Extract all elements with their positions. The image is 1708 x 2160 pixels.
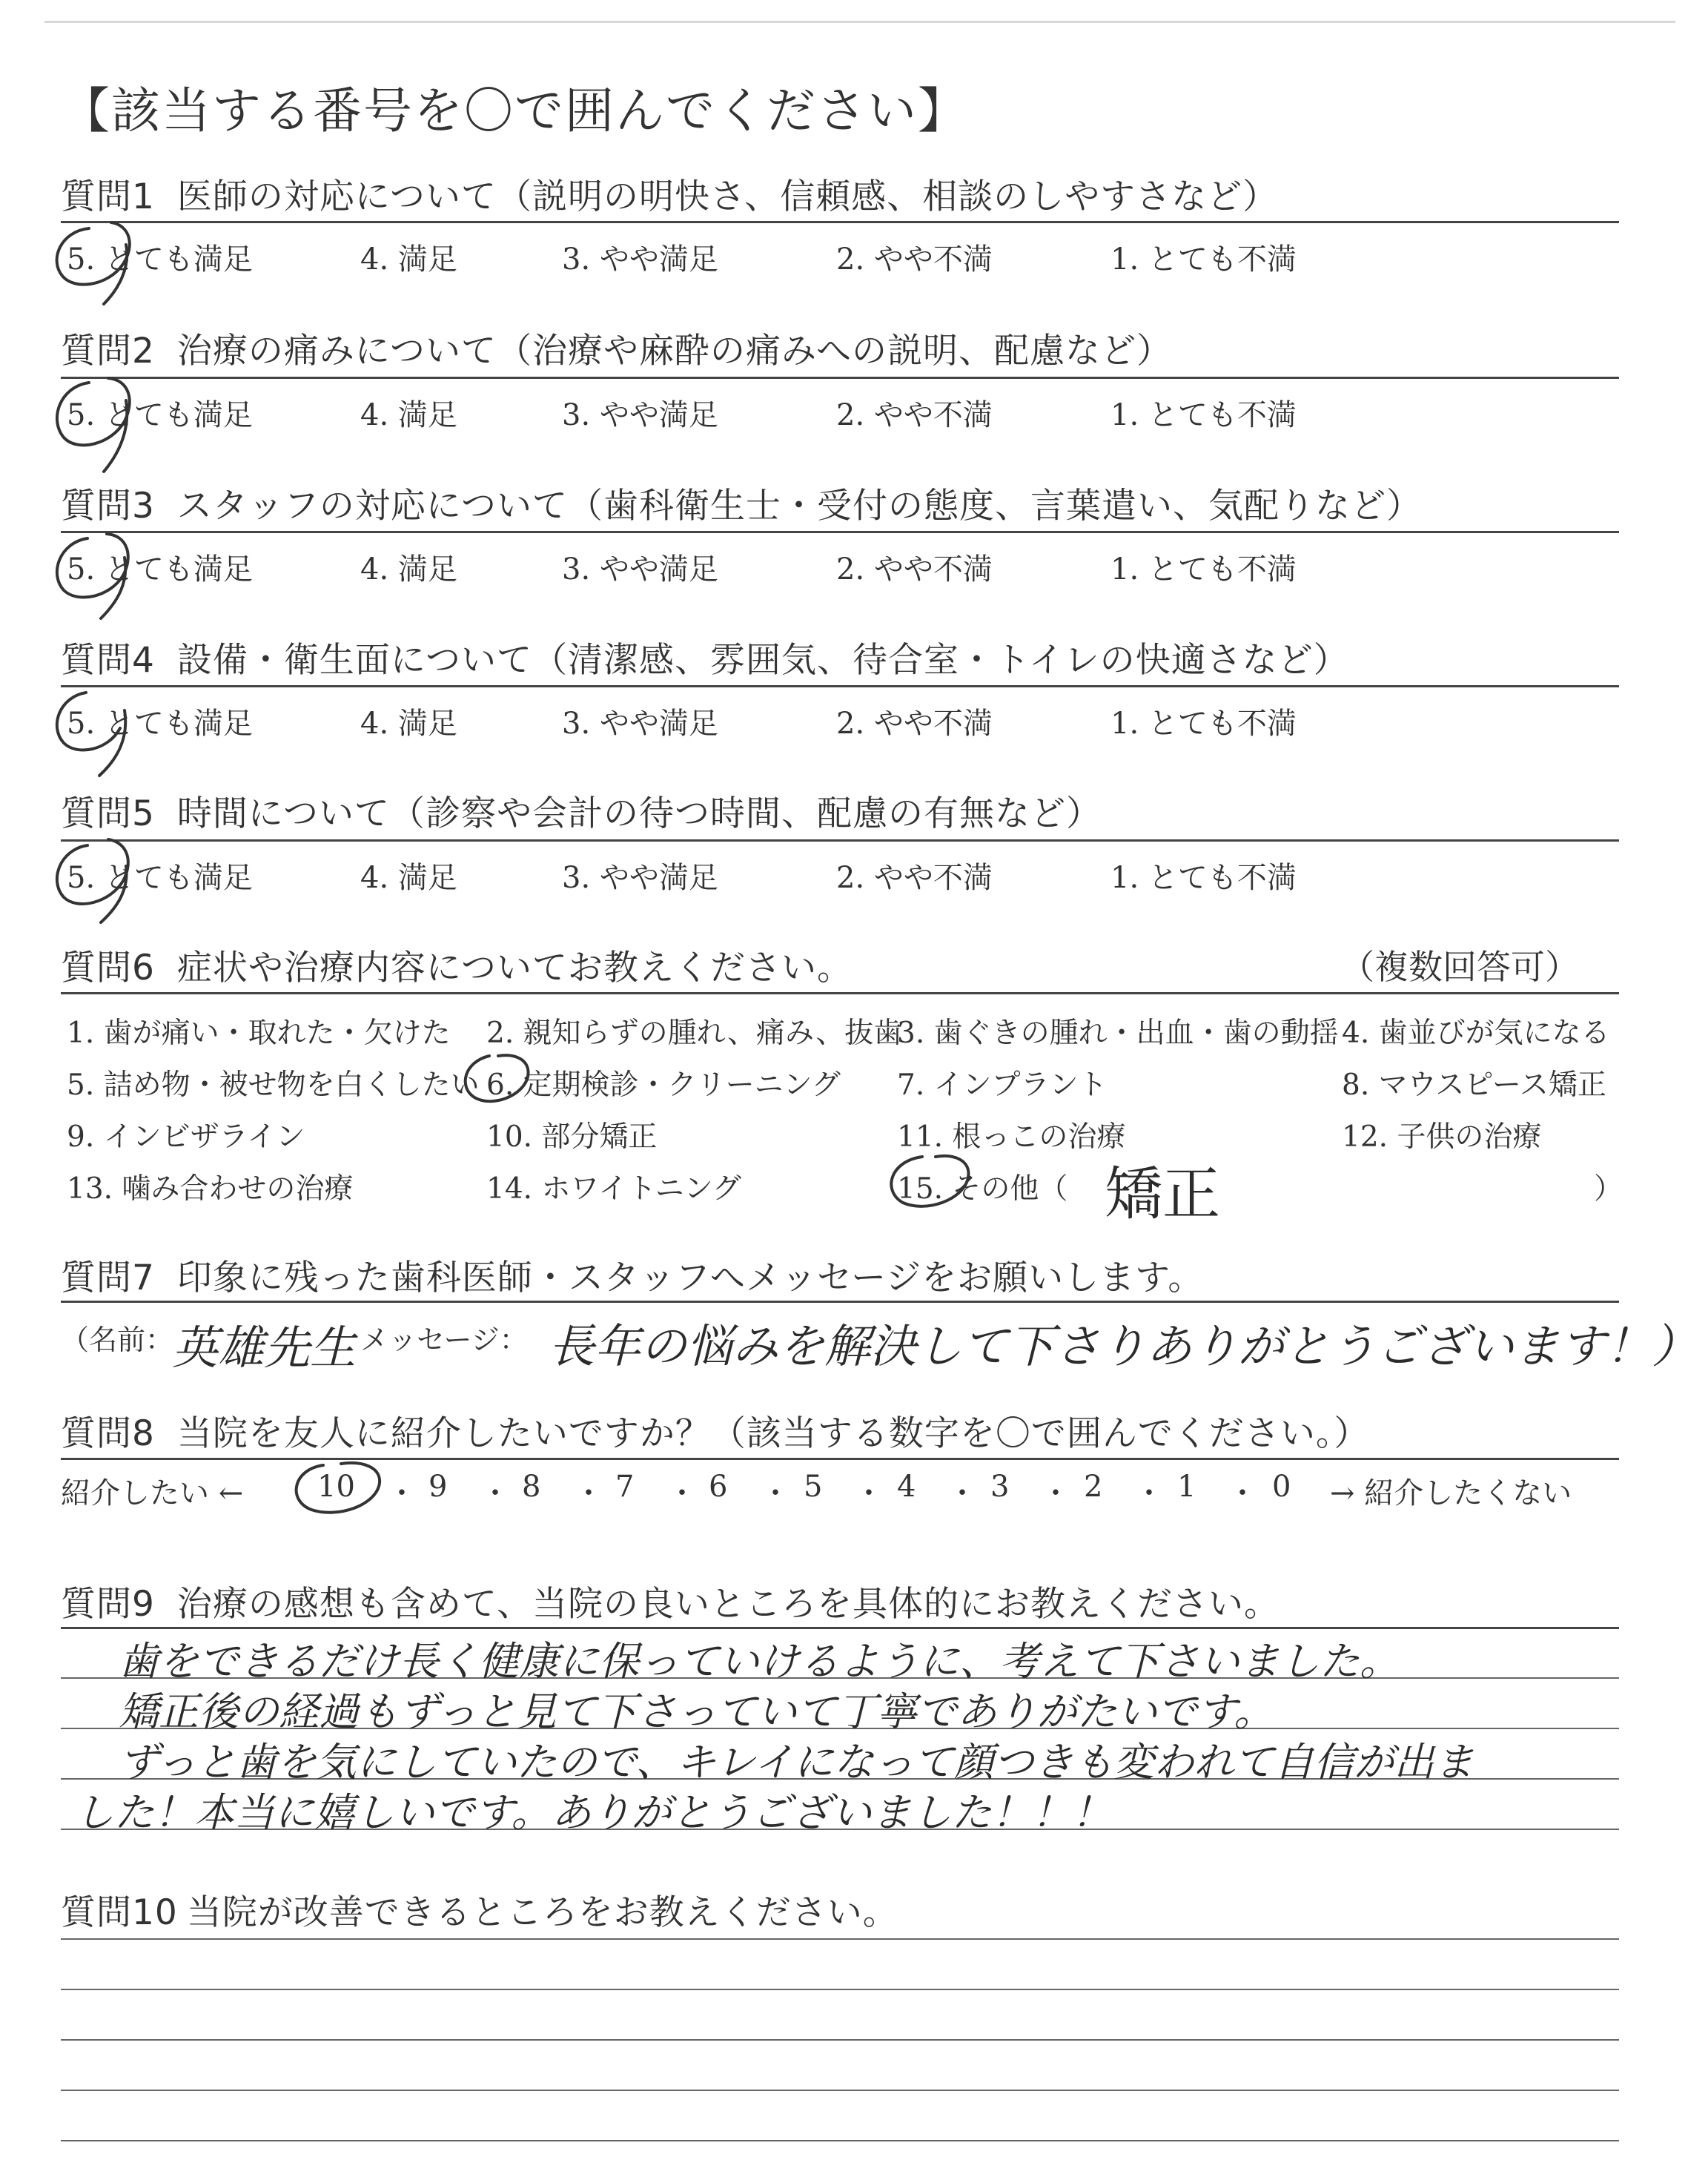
question-5-title — [61, 786, 1102, 836]
q8-scale-6[interactable]: 6 — [709, 1470, 728, 1504]
q6-option-7[interactable]: 7. インプラント — [897, 1069, 1108, 1102]
q6-option-1[interactable]: 1. 歯が痛い・取れた・欠けた — [67, 1017, 451, 1050]
top-edge-line — [44, 21, 1675, 23]
question-10-number: 質問10 — [61, 1892, 178, 1933]
question-10-text: 当院が改善できるところをお教えください。 — [186, 1892, 898, 1933]
q8-dot: ・ — [1041, 1476, 1070, 1510]
q4-option-1[interactable]: 1. とても不満 — [1110, 707, 1297, 741]
question-5-text: 時間について（診察や会計の待つ時間、配慮の有無など） — [176, 793, 1102, 834]
q6-option-15[interactable]: 15. その他（ — [897, 1172, 1068, 1206]
q7-name-label: （名前： — [61, 1324, 174, 1356]
q8-scale-10[interactable]: 10 — [317, 1470, 355, 1504]
q3-option-2[interactable]: 2. やや不満 — [836, 552, 993, 587]
question-3-text: スタッフの対応について（歯科衛生士・受付の態度、言葉遣い、気配りなど） — [176, 486, 1422, 526]
q6-option-10[interactable]: 10. 部分矯正 — [486, 1120, 658, 1154]
question-8-number: 質問8 — [61, 1413, 155, 1454]
q10-answer-line[interactable] — [61, 1989, 1619, 1990]
question-1-rule — [61, 221, 1619, 223]
q2-option-1[interactable]: 1. とても不満 — [1110, 398, 1297, 432]
q6-option-8[interactable]: 8. マウスピース矯正 — [1342, 1069, 1606, 1102]
q5-option-1[interactable]: 1. とても不満 — [1110, 861, 1297, 895]
q9-answer-line-3[interactable]: ずっと歯を気にしていたので、キレイになって顔つきも変われて自信が出ま — [119, 1739, 1474, 1786]
q2-option-5[interactable]: 5. とても満足 — [67, 398, 253, 432]
question-3-rule — [61, 531, 1619, 533]
question-7-text: 印象に残った歯科医師・スタッフへメッセージをお願いします。 — [176, 1258, 1204, 1298]
q4-option-4[interactable]: 4. 満足 — [360, 707, 457, 741]
q8-dot: ・ — [480, 1476, 510, 1510]
q5-option-5[interactable]: 5. とても満足 — [67, 861, 253, 895]
question-9-number: 質問9 — [61, 1584, 155, 1625]
question-2-text: 治療の痛みについて（治療や麻酔の痛みへの説明、配慮など） — [176, 331, 1173, 371]
q7-message-label: メッセージ： — [360, 1324, 528, 1356]
q1-option-1[interactable]: 1. とても不満 — [1110, 242, 1297, 277]
q2-option-2[interactable]: 2. やや不満 — [836, 398, 993, 432]
q8-left-label: 紹介したい ← — [61, 1476, 244, 1510]
q3-option-4[interactable]: 4. 満足 — [360, 552, 457, 587]
q4-option-2[interactable]: 2. やや不満 — [836, 707, 993, 741]
q8-dot: ・ — [1134, 1476, 1164, 1510]
q6-option-9[interactable]: 9. インビザライン — [67, 1120, 305, 1154]
question-4-text: 設備・衛生面について（清潔感、雰囲気、待合室・トイレの快適さなど） — [176, 640, 1349, 681]
question-8-rule — [61, 1458, 1619, 1460]
q8-dot: ・ — [854, 1476, 884, 1510]
q10-answer-line[interactable] — [61, 1938, 1619, 1940]
question-8-title — [61, 1406, 1369, 1456]
q9-answer-line-4[interactable]: した！本当に嬉しいです。ありがとうございました！！！ — [74, 1789, 1112, 1836]
question-7-rule — [61, 1301, 1619, 1303]
q10-answer-line[interactable] — [61, 2090, 1619, 2091]
question-1-text: 医師の対応について（説明の明快さ、信頼感、相談のしやすさなど） — [176, 176, 1279, 217]
q8-scale-3[interactable]: 3 — [990, 1470, 1010, 1504]
q7-name-handwritten[interactable]: 英雄先生 — [172, 1321, 357, 1375]
q8-scale-5[interactable]: 5 — [804, 1470, 823, 1504]
q9-answer-line-2[interactable]: 矯正後の経過もずっと見て下さっていて丁寧でありがたいです。 — [119, 1688, 1274, 1735]
q8-scale-2[interactable]: 2 — [1084, 1470, 1103, 1504]
question-1-number: 質問1 — [61, 176, 155, 217]
q6-option-3[interactable]: 3. 歯ぐきの腫れ・出血・歯の動揺 — [897, 1017, 1339, 1050]
q6-option-13[interactable]: 13. 噛み合わせの治療 — [67, 1172, 354, 1206]
question-3-number: 質問3 — [61, 486, 155, 526]
q6-option-4[interactable]: 4. 歯並びが気になる — [1342, 1017, 1610, 1050]
q9-answer-line-1[interactable]: 歯をできるだけ長く健康に保っていけるように、考えて下さいました。 — [119, 1638, 1400, 1685]
q1-option-2[interactable]: 2. やや不満 — [836, 242, 993, 277]
question-8-text: 当院を友人に紹介したいですか？（該当する数字を〇で囲んでください。） — [176, 1413, 1370, 1454]
question-2-number: 質問2 — [61, 331, 155, 371]
question-5-rule — [61, 839, 1619, 842]
q2-option-4[interactable]: 4. 満足 — [360, 398, 457, 432]
q6-option-6[interactable]: 6. 定期検診・クリーニング — [486, 1069, 841, 1102]
question-2-rule — [61, 377, 1619, 379]
question-6-text: 症状や治療内容についてお教えください。 — [176, 948, 853, 988]
form-header: 【該当する番号を〇で囲んでください】 — [61, 82, 968, 139]
q1-option-5[interactable]: 5. とても満足 — [67, 242, 253, 277]
question-7-number: 質問7 — [61, 1258, 155, 1298]
q8-scale-1[interactable]: 1 — [1177, 1470, 1196, 1504]
q8-dot: ・ — [1228, 1476, 1257, 1510]
question-4-number: 質問4 — [61, 640, 155, 681]
question-6-rule — [61, 992, 1619, 994]
question-6-number: 質問6 — [61, 948, 155, 988]
q8-scale-4[interactable]: 4 — [897, 1470, 916, 1504]
q5-option-2[interactable]: 2. やや不満 — [836, 861, 993, 895]
q8-scale-9[interactable]: 9 — [428, 1470, 448, 1504]
q6-other-close-paren: ） — [1594, 1172, 1623, 1206]
q1-option-4[interactable]: 4. 満足 — [360, 242, 457, 277]
question-4-title — [61, 633, 1349, 682]
q6-option-2[interactable]: 2. 親知らずの腫れ、痛み、抜歯 — [486, 1017, 903, 1050]
q8-dot: ・ — [667, 1476, 697, 1510]
q3-option-1[interactable]: 1. とても不満 — [1110, 552, 1297, 587]
q6-other-handwritten[interactable]: 矯正 — [1105, 1161, 1221, 1228]
q8-dot: ・ — [574, 1476, 603, 1510]
question-3-title — [61, 478, 1422, 528]
question-9-text: 治療の感想も含めて、当院の良いところを具体的にお教えください。 — [176, 1584, 1280, 1625]
q4-option-3[interactable]: 3. やや満足 — [562, 707, 718, 741]
q5-option-4[interactable]: 4. 満足 — [360, 861, 457, 895]
question-9-rule — [61, 1627, 1619, 1629]
question-9-title — [61, 1576, 1280, 1626]
q8-scale-8[interactable]: 8 — [522, 1470, 541, 1504]
q10-answer-line[interactable] — [61, 2140, 1619, 2141]
q6-option-12[interactable]: 12. 子供の治療 — [1342, 1120, 1542, 1154]
q6-option-11[interactable]: 11. 根っこの治療 — [897, 1120, 1126, 1154]
question-10-title — [61, 1885, 898, 1935]
question-6-title — [61, 940, 853, 990]
q8-dot: ・ — [387, 1476, 417, 1510]
q7-message-handwritten[interactable]: 長年の悩みを解決して下さりありがとうございます！） — [549, 1319, 1698, 1373]
q8-right-label: → 紹介したくない — [1330, 1476, 1572, 1510]
q1-option-3[interactable]: 3. やや満足 — [562, 242, 718, 277]
question-4-rule — [61, 685, 1619, 687]
q5-option-3[interactable]: 3. やや満足 — [562, 861, 718, 895]
q8-scale-0[interactable]: 0 — [1272, 1470, 1291, 1504]
q2-option-3[interactable]: 3. やや満足 — [562, 398, 718, 432]
question-5-number: 質問5 — [61, 793, 155, 834]
q8-dot: ・ — [947, 1476, 977, 1510]
q8-dot: ・ — [761, 1476, 790, 1510]
q6-option-14[interactable]: 14. ホワイトニング — [486, 1172, 741, 1206]
q8-scale-7[interactable]: 7 — [615, 1470, 635, 1504]
question-2-title — [61, 323, 1172, 373]
question-6-multiple-note: （複数回答可） — [1340, 947, 1579, 987]
q6-option-5[interactable]: 5. 詰め物・被せ物を白くしたい — [67, 1069, 480, 1102]
question-7-title — [61, 1250, 1203, 1300]
question-1-title — [61, 169, 1278, 219]
q10-answer-line[interactable] — [61, 2039, 1619, 2041]
q4-option-5[interactable]: 5. とても満足 — [67, 707, 253, 741]
q3-option-3[interactable]: 3. やや満足 — [562, 552, 718, 587]
q3-option-5[interactable]: 5. とても満足 — [67, 552, 253, 587]
